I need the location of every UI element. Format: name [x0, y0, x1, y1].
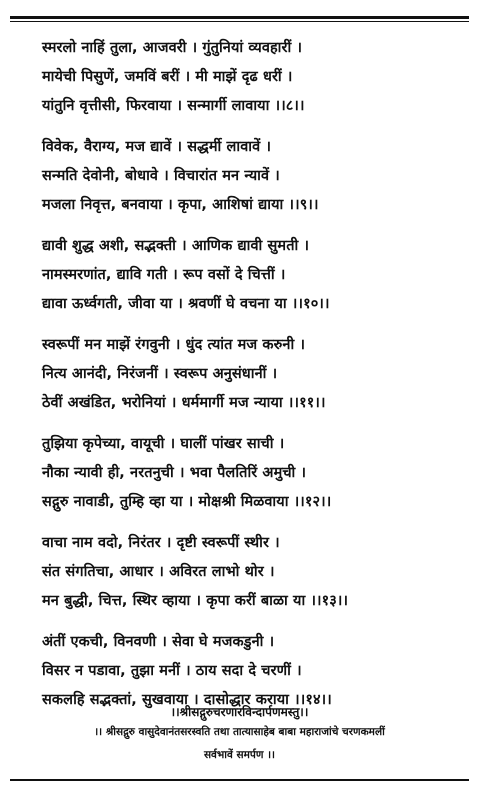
verse-line: विसर न पडावा, तुझा मनीं । ठाय सदा दे चरणीं ।	[42, 663, 302, 679]
verse-line: ठेवीं अखंडित, भरोनियां । धर्ममार्गी मज न्याया ।।११।।	[42, 395, 326, 411]
verse-line: द्यावा ऊर्ध्वगती, जीवा या । श्रवणीं घे वचना या ।।१०।।	[42, 296, 330, 312]
stanza-9	[42, 133, 472, 220]
stanza-13	[42, 529, 472, 616]
stanza-10	[42, 232, 472, 319]
verse-line: नित्य आनंदी, निरंजनीं । स्वरूप अनुसंधानीं ।	[42, 366, 278, 382]
stanza-11	[42, 331, 472, 418]
verse-line: नामस्मरणांत, द्यावि गती । रूप वसों दे चित्तीं ।	[42, 267, 286, 283]
stanza-14	[42, 628, 472, 715]
stanza-8	[42, 34, 472, 121]
verse-line: अंतीं एकची, विनवणी । सेवा घे मजकडुनी ।	[42, 634, 275, 650]
verse-line: सकलहि सद्भक्तां, सुखवाया । दासोद्धार कराया ।।१४।।	[42, 692, 332, 708]
stanza-12	[42, 430, 472, 517]
verse-line: वाचा नाम वदो, निरंतर । दृष्टी स्वरूपीं स्थीर ।	[42, 535, 280, 551]
bottom-border	[10, 779, 469, 781]
colophon-title: ।।श्रीसद्गुरुचरणारविन्दार्पणमस्तु।।	[170, 705, 309, 719]
verse-line: विवेक, वैराग्य, मज द्यावें । सद्धर्मी लावावें ।	[42, 139, 272, 155]
verse-line: सद्गुरु नावाडी, तुम्हि व्हा या । मोक्षश्री मिळवाया ।।१२।।	[42, 494, 332, 510]
verse-line: मजला निवृत्त, बनवाया । कृपा, आशिषां द्याया ।।९।।	[42, 197, 319, 213]
verse-line: संत संगतिचा, आधार । अविरत लाभो थोर ।	[42, 564, 275, 580]
verse-line: यांतुनि वृत्तीसी, फिरवाया । सन्मार्गी लावाया ।।८।।	[42, 98, 305, 114]
verse-line: सन्मति देवोनी, बोधावे । विचारांत मन न्यावें ।	[42, 168, 280, 184]
verse-line: तुझिया कृपेच्या, वायूची । घालीं पांखर साची ।	[42, 436, 285, 452]
verse-line: नौका न्यावी ही, नरतनुची । भवा पैलतिरिं अमुची ।	[42, 465, 307, 481]
verse-line: स्वरूपीं मन माझें रंगवुनी । धुंद त्यांत मज करुनी ।	[42, 337, 306, 353]
verse-line: द्यावी शुद्ध अशी, सद्भक्ती । आणिक द्यावी सुमती ।	[42, 238, 310, 254]
top-border-thick	[10, 16, 469, 19]
verse-line: मन बुद्धी, चित्त, स्थिर व्हाया । कृपा करीं बाळा या ।।१३।।	[42, 593, 349, 609]
verse-line: स्मरलो नाहिं तुला, आजवरी । गुंतुनियां व्यवहारीं ।	[42, 40, 303, 56]
top-border-thin	[10, 21, 469, 22]
colophon-dedication-line-1: ।। श्रीसद्गुरु वासुदेवानंतसरस्वति तथा तात्यासाहेब बाबा महाराजांचे चरणकमलीं	[94, 726, 385, 738]
colophon-dedication-line-2: सर्वभावें समर्पण ।।	[203, 749, 276, 761]
verse-body	[42, 34, 472, 727]
verse-line: मायेची पिसुणें, जमविं बरीं । मी माझें दृढ धरीं ।	[42, 69, 293, 85]
